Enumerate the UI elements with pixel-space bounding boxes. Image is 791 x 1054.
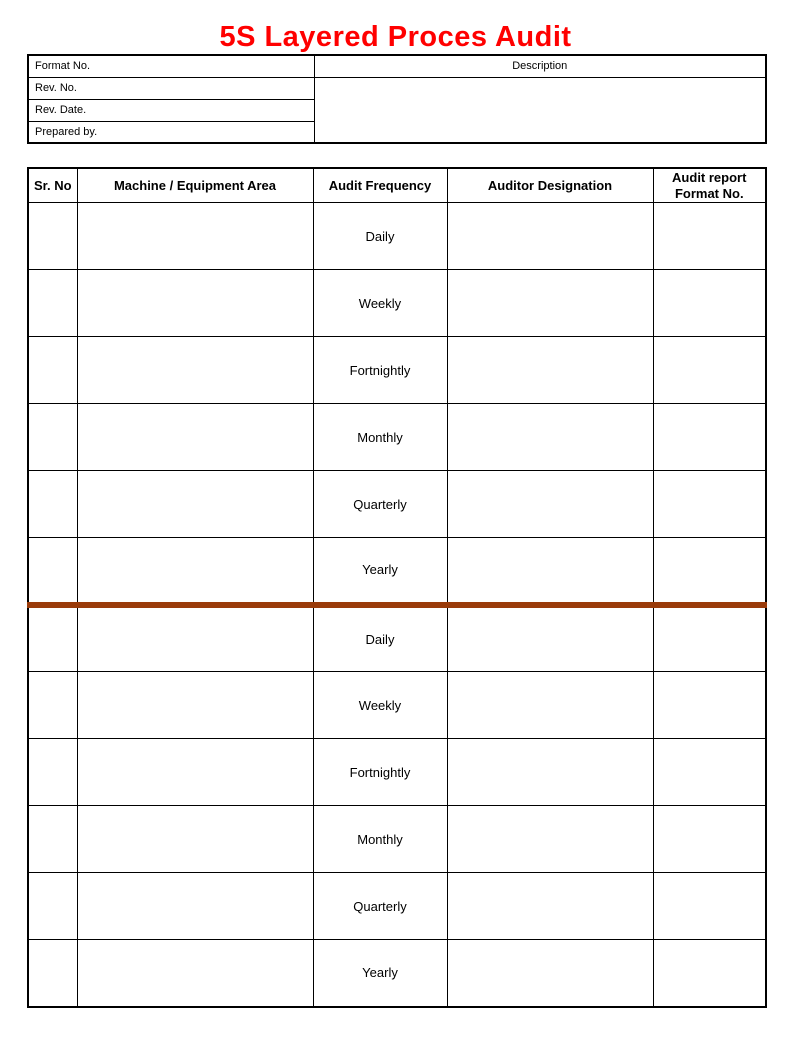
auditor-cell	[447, 672, 653, 739]
report-format-cell	[653, 471, 766, 538]
sr-no-cell	[28, 873, 77, 940]
sr-no-cell	[28, 270, 77, 337]
info-panel	[27, 54, 767, 144]
col-header-audit-frequency: Audit Frequency	[313, 168, 447, 203]
sr-no-cell	[28, 806, 77, 873]
frequency-cell: Yearly	[313, 538, 447, 605]
table-row	[28, 739, 766, 806]
info-row-format-no	[28, 55, 766, 77]
table-row	[28, 605, 766, 672]
auditor-cell	[447, 538, 653, 605]
sr-no-cell	[28, 471, 77, 538]
area-cell	[77, 806, 313, 873]
frequency-cell: Weekly	[313, 270, 447, 337]
rev-no-label: Rev. No.	[28, 77, 314, 99]
report-format-cell	[653, 806, 766, 873]
table-row	[28, 672, 766, 739]
info-row-rev-no	[28, 77, 766, 99]
col-header-machine-equipment-area: Machine / Equipment Area	[77, 168, 313, 203]
area-cell	[77, 203, 313, 270]
rev-date-label: Rev. Date.	[28, 99, 314, 121]
report-format-cell	[653, 605, 766, 672]
sr-no-cell	[28, 203, 77, 270]
auditor-cell	[447, 873, 653, 940]
table-row	[28, 404, 766, 471]
report-format-cell	[653, 739, 766, 806]
audit-table	[27, 167, 767, 1008]
sr-no-cell	[28, 337, 77, 404]
frequency-cell: Quarterly	[313, 471, 447, 538]
report-format-cell	[653, 337, 766, 404]
auditor-cell	[447, 471, 653, 538]
sr-no-cell	[28, 404, 77, 471]
frequency-cell: Daily	[313, 605, 447, 672]
prepared-by-label: Prepared by.	[28, 121, 314, 143]
area-cell	[77, 940, 313, 1007]
table-row	[28, 873, 766, 940]
frequency-cell: Quarterly	[313, 873, 447, 940]
area-cell	[77, 873, 313, 940]
table-row	[28, 270, 766, 337]
area-cell	[77, 337, 313, 404]
table-row-group-divider	[28, 538, 766, 605]
col-header-audit-report-format-no: Audit report Format No.	[653, 168, 766, 203]
report-format-cell	[653, 940, 766, 1007]
report-format-cell	[653, 270, 766, 337]
report-format-cell	[653, 203, 766, 270]
sr-no-cell	[28, 538, 77, 605]
area-cell	[77, 538, 313, 605]
auditor-cell	[447, 203, 653, 270]
auditor-cell	[447, 806, 653, 873]
frequency-cell: Fortnightly	[313, 739, 447, 806]
sr-no-cell	[28, 605, 77, 672]
col-header-auditor-designation: Auditor Designation	[447, 168, 653, 203]
table-row	[28, 471, 766, 538]
page-title: 5S Layered Proces Audit	[219, 21, 572, 53]
auditor-cell	[447, 404, 653, 471]
frequency-cell: Monthly	[313, 404, 447, 471]
sr-no-cell	[28, 739, 77, 806]
frequency-cell: Yearly	[313, 940, 447, 1007]
area-cell	[77, 672, 313, 739]
report-format-cell	[653, 404, 766, 471]
area-cell	[77, 605, 313, 672]
sr-no-cell	[28, 672, 77, 739]
table-row	[28, 806, 766, 873]
frequency-cell: Weekly	[313, 672, 447, 739]
col-header-sr-no: Sr. No	[28, 168, 77, 203]
auditor-cell	[447, 270, 653, 337]
auditor-cell	[447, 337, 653, 404]
frequency-cell: Fortnightly	[313, 337, 447, 404]
frequency-cell: Daily	[313, 203, 447, 270]
table-row	[28, 940, 766, 1007]
table-row	[28, 337, 766, 404]
table-header-row	[28, 168, 766, 203]
frequency-cell: Monthly	[313, 806, 447, 873]
description-value-cell	[314, 77, 766, 143]
area-cell	[77, 270, 313, 337]
area-cell	[77, 739, 313, 806]
report-format-cell	[653, 538, 766, 605]
report-format-cell	[653, 873, 766, 940]
auditor-cell	[447, 940, 653, 1007]
auditor-cell	[447, 739, 653, 806]
auditor-cell	[447, 605, 653, 672]
description-header: Description	[314, 55, 766, 77]
sr-no-cell	[28, 940, 77, 1007]
report-format-cell	[653, 672, 766, 739]
format-no-label: Format No.	[28, 55, 314, 77]
table-row	[28, 203, 766, 270]
area-cell	[77, 404, 313, 471]
area-cell	[77, 471, 313, 538]
